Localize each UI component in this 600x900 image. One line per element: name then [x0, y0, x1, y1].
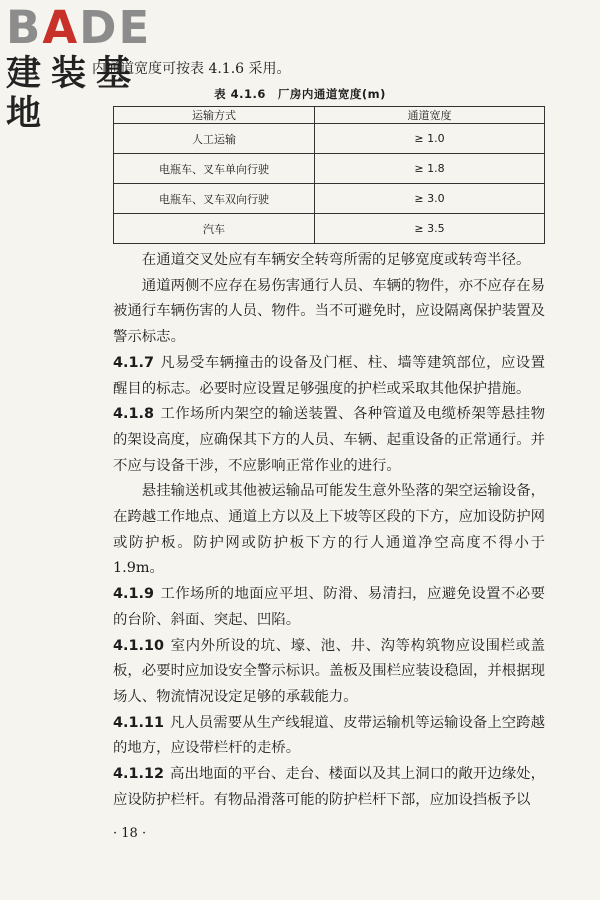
- clause-text: 高出地面的平台、走台、楼面以及其上洞口的敞开边缘处，应设防护栏杆。有物品滑落可能的防护栏杆下部，应加设挡板予以: [113, 766, 545, 808]
- section-number: 4.1.8: [113, 406, 154, 423]
- table-cell-mode: 人工运输: [114, 124, 315, 154]
- section-number: 4.1.12: [113, 766, 164, 783]
- table-row: [114, 124, 545, 154]
- clause-text: 工作场所内架空的输送装置、各种管道及电缆桥架等悬挂物的架设高度，应确保其下方的人员、车辆、起重设备的正常通行。并不应与设备干涉，不应影响正常作业的进行。: [113, 406, 545, 474]
- section-number: 4.1.10: [113, 637, 164, 654]
- clause-text: 凡易受车辆撞击的设备及门框、柱、墙等建筑部位，应设置醒目的标志。必要时应设置足够强度的护栏或采取其他保护措施。: [113, 354, 545, 397]
- clause-4-1-10: [113, 634, 545, 711]
- page-number: · 18 ·: [113, 826, 147, 841]
- table-cell-width: ≥ 1.0: [315, 124, 545, 154]
- table-header-row: [114, 107, 545, 124]
- paragraph-suspended-conveyor: 悬挂输送机或其他被运输品可能发生意外坠落的架空运输设备，在跨越工作地点、通道上方以及上下坡等区段的下方，应加设防护网或防护板。防护网或防护板下方的行人通道净空高度不得小于 1.9m。: [113, 483, 545, 577]
- brand-logo: [6, 1, 181, 134]
- table-cell-mode: 汽车: [114, 214, 315, 244]
- intro-line: 内通道宽度可按表 4.1.6 采用。: [92, 61, 291, 77]
- table-row: [114, 154, 545, 184]
- clause-4-1-12: [113, 762, 545, 813]
- body-text: [113, 248, 545, 813]
- clause-4-1-7: [113, 351, 545, 402]
- table-cell-width: ≥ 3.0: [315, 184, 545, 214]
- clause-text: 室内外所设的坑、壕、池、井、沟等构筑物应设围栏或盖板，必要时应加设安全警示标识。盖板及围栏应装设稳固，并根据现场人、物流情况设定足够的承载能力。: [113, 637, 545, 705]
- table-cell-mode: 电瓶车、叉车单向行驶: [114, 154, 315, 184]
- table-cell-width: ≥ 3.5: [315, 214, 545, 244]
- section-number: 4.1.9: [113, 586, 154, 603]
- logo-subtitle: 建装基地: [6, 54, 142, 134]
- passage-width-table: [113, 106, 545, 244]
- section-number: 4.1.7: [113, 354, 154, 371]
- table-title: 表 4.1.6 厂房内通道宽度(m): [214, 87, 386, 101]
- header-passage-width: 通道宽度: [315, 107, 545, 124]
- logo-wordmark: BADE: [6, 1, 152, 54]
- table-cell-mode: 电瓶车、叉车双向行驶: [114, 184, 315, 214]
- clause-4-1-9: [113, 582, 545, 633]
- clause-text: 凡人员需要从生产线辊道、皮带运输机等运输设备上空跨越的地方，应设带栏杆的走桥。: [113, 714, 545, 757]
- section-number: 4.1.11: [113, 714, 164, 731]
- paragraph-passage-sides: 通道两侧不应存在易伤害通行人员、车辆的物件，亦不应存在易被通行车辆伤害的人员、物件。当不可避免时，应设隔离保护装置及警示标志。: [113, 277, 545, 346]
- header-transport-mode: 运输方式: [114, 107, 315, 124]
- paragraph-corner-width: 在通道交叉处应有车辆安全转弯所需的足够宽度或转弯半径。: [141, 252, 531, 268]
- clause-4-1-11: [113, 711, 545, 762]
- table-cell-width: ≥ 1.8: [315, 154, 545, 184]
- clause-4-1-8: [113, 402, 545, 479]
- clause-text: 工作场所的地面应平坦、防滑、易清扫，应避免设置不必要的台阶、斜面、突起、凹陷。: [113, 586, 545, 628]
- table-row: [114, 184, 545, 214]
- table-row: [114, 214, 545, 244]
